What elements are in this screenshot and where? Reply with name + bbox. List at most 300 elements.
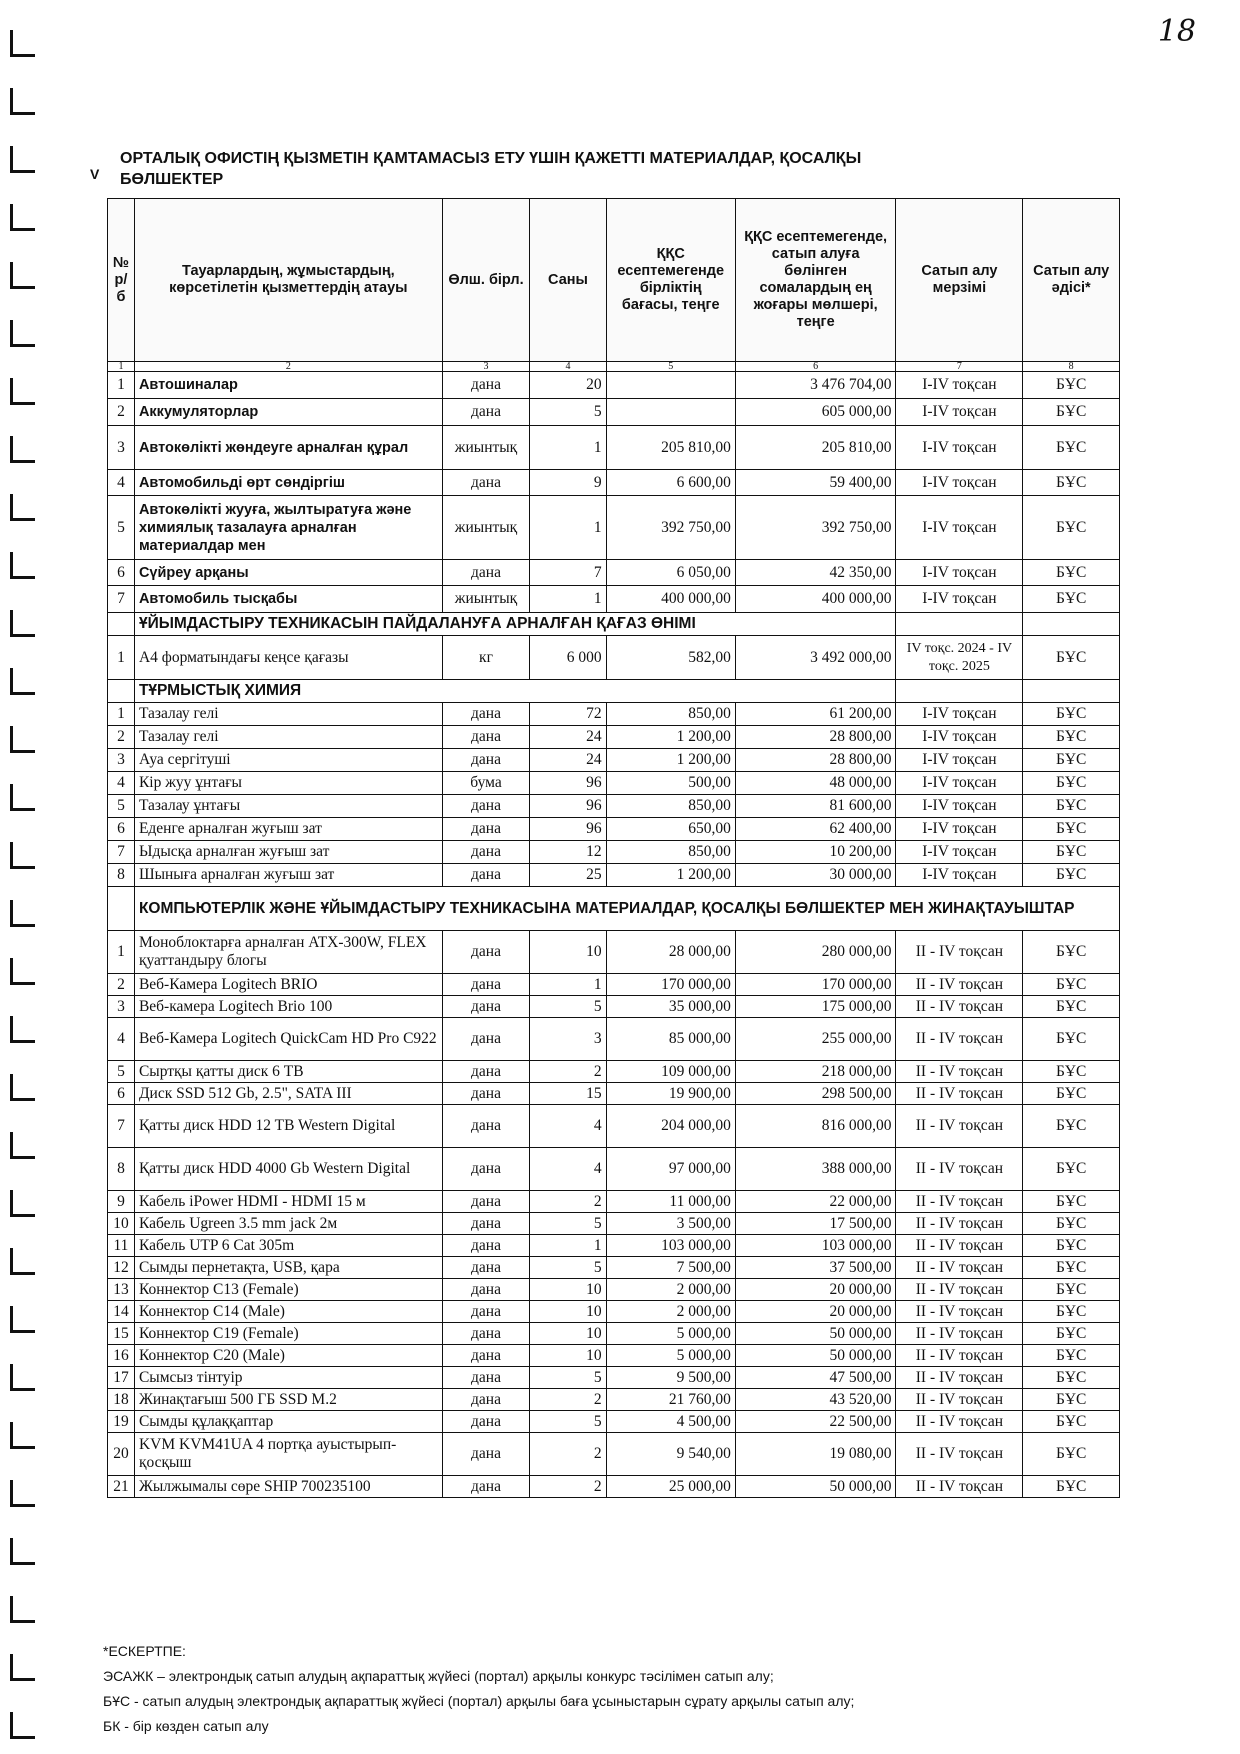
cell-total: 61 200,00 <box>735 703 896 726</box>
cell-qty: 4 <box>530 1148 606 1191</box>
cell-num: 20 <box>108 1433 135 1476</box>
footnote-line: ЭСАЖК – электрондық сатып алудың ақпараттық жүйесі (портал) арқылы конкурс тәсілімен сатып алу; <box>103 1668 774 1684</box>
cell-price: 2 000,00 <box>606 1279 735 1301</box>
cell-method: БҰС <box>1023 795 1120 818</box>
table-row <box>108 795 1120 818</box>
binding-mark <box>10 204 35 231</box>
header-row <box>108 199 1120 362</box>
cell-name: Веб-Камера Logitech QuickCam HD Pro C922 <box>134 1018 442 1061</box>
cell-unit: дана <box>442 818 530 841</box>
cell-period: II - IV тоқсан <box>896 1257 1023 1279</box>
cell-period: I-IV тоқсан <box>896 586 1023 613</box>
cell-num: 2 <box>108 399 135 426</box>
cell-num: 8 <box>108 1148 135 1191</box>
cell-num: 4 <box>108 470 135 496</box>
page-number: 18 <box>1157 14 1196 49</box>
binding-mark <box>10 1190 35 1217</box>
section-title <box>90 148 1080 190</box>
cell-method: БҰС <box>1023 1257 1120 1279</box>
cell-qty: 72 <box>530 703 606 726</box>
cell-num: 7 <box>108 586 135 613</box>
cell-period: I-IV тоқсан <box>896 749 1023 772</box>
cell-total: 218 000,00 <box>735 1061 896 1083</box>
cell-qty: 5 <box>530 399 606 426</box>
empty-cell <box>896 680 1023 703</box>
cell-total: 43 520,00 <box>735 1389 896 1411</box>
cell-total: 298 500,00 <box>735 1083 896 1105</box>
binding-mark <box>10 900 35 927</box>
cell-qty: 1 <box>530 1235 606 1257</box>
cell-total: 20 000,00 <box>735 1279 896 1301</box>
cell-qty: 1 <box>530 586 606 613</box>
cell-method: БҰС <box>1023 1389 1120 1411</box>
column-index: 5 <box>606 362 735 372</box>
binding-mark <box>10 668 35 695</box>
column-index: 6 <box>735 362 896 372</box>
cell-num: 1 <box>108 703 135 726</box>
cell-method: БҰС <box>1023 560 1120 586</box>
cell-method: БҰС <box>1023 726 1120 749</box>
cell-price: 109 000,00 <box>606 1061 735 1083</box>
empty-cell <box>1023 613 1120 636</box>
cell-name: Автокөлікті жууға, жылтыратуға және химиялық тазалауға арналған материалдар мен <box>134 496 442 560</box>
cell-total: 50 000,00 <box>735 1345 896 1367</box>
cell-period: I-IV тоқсан <box>896 496 1023 560</box>
binding-edge <box>0 0 40 1754</box>
cell-unit: дана <box>442 1105 530 1148</box>
table-row <box>108 372 1120 399</box>
cell-unit: дана <box>442 1433 530 1476</box>
cell-price: 7 500,00 <box>606 1257 735 1279</box>
cell-period: I-IV тоқсан <box>896 399 1023 426</box>
column-index-row <box>108 362 1120 372</box>
cell-period: II - IV тоқсан <box>896 1367 1023 1389</box>
cell-price: 11 000,00 <box>606 1191 735 1213</box>
cell-num: 18 <box>108 1389 135 1411</box>
footnote <box>103 1639 1163 1739</box>
cell-price <box>606 399 735 426</box>
cell-period: I-IV тоқсан <box>896 703 1023 726</box>
cell-price: 850,00 <box>606 795 735 818</box>
cell-total: 20 000,00 <box>735 1301 896 1323</box>
cell-period: I-IV тоқсан <box>896 818 1023 841</box>
table-row <box>108 1411 1120 1433</box>
cell-price <box>606 372 735 399</box>
cell-total: 28 800,00 <box>735 749 896 772</box>
cell-unit: дана <box>442 1235 530 1257</box>
cell-period: I-IV тоқсан <box>896 470 1023 496</box>
binding-mark <box>10 1712 35 1739</box>
cell-num: 14 <box>108 1301 135 1323</box>
cell-total: 280 000,00 <box>735 931 896 974</box>
section-title-line2: БӨЛШЕКТЕР <box>120 171 224 188</box>
table-row <box>108 726 1120 749</box>
cell-num: 6 <box>108 560 135 586</box>
binding-mark <box>10 88 35 115</box>
cell-qty: 10 <box>530 1323 606 1345</box>
cell-price: 500,00 <box>606 772 735 795</box>
binding-mark <box>10 1306 35 1333</box>
binding-mark <box>10 1654 35 1681</box>
cell-price: 21 760,00 <box>606 1389 735 1411</box>
category-num-cell <box>108 680 135 703</box>
cell-unit: дана <box>442 1367 530 1389</box>
cell-num: 10 <box>108 1213 135 1235</box>
cell-method: БҰС <box>1023 1476 1120 1498</box>
cell-qty: 6 000 <box>530 636 606 680</box>
cell-period: I-IV тоқсан <box>896 772 1023 795</box>
cell-method: БҰС <box>1023 1301 1120 1323</box>
category-title: ҰЙЫМДАСТЫРУ ТЕХНИКАСЫН ПАЙДАЛАНУҒА АРНАЛҒАН ҚАҒАЗ ӨНІМІ <box>134 613 895 636</box>
table-row <box>108 1345 1120 1367</box>
cell-name: Ауа сергітуші <box>134 749 442 772</box>
category-title: КОМПЬЮТЕРЛІК ЖӘНЕ ҰЙЫМДАСТЫРУ ТЕХНИКАСЫНА МАТЕРИАЛДАР, ҚОСАЛҚЫ БӨЛШЕКТЕР МЕН ЖИНАҚТАУЫШТАР <box>134 887 1119 931</box>
cell-total: 388 000,00 <box>735 1148 896 1191</box>
table-row <box>108 1235 1120 1257</box>
cell-method: БҰС <box>1023 1213 1120 1235</box>
cell-num: 21 <box>108 1476 135 1498</box>
cell-period: II - IV тоқсан <box>896 1191 1023 1213</box>
table-row <box>108 1148 1120 1191</box>
cell-name: Тазалау гелі <box>134 703 442 726</box>
cell-num: 2 <box>108 726 135 749</box>
cell-period: II - IV тоқсан <box>896 1061 1023 1083</box>
binding-mark <box>10 1422 35 1449</box>
table-row <box>108 1301 1120 1323</box>
cell-price: 4 500,00 <box>606 1411 735 1433</box>
cell-qty: 2 <box>530 1389 606 1411</box>
cell-method: БҰС <box>1023 372 1120 399</box>
binding-mark <box>10 30 35 57</box>
cell-qty: 96 <box>530 772 606 795</box>
binding-mark <box>10 262 35 289</box>
cell-num: 2 <box>108 974 135 996</box>
cell-price: 3 500,00 <box>606 1213 735 1235</box>
cell-unit: дана <box>442 1018 530 1061</box>
cell-unit: жиынтық <box>442 586 530 613</box>
cell-total: 392 750,00 <box>735 496 896 560</box>
table-row <box>108 470 1120 496</box>
cell-period: I-IV тоқсан <box>896 795 1023 818</box>
cell-price: 5 000,00 <box>606 1323 735 1345</box>
cell-total: 175 000,00 <box>735 996 896 1018</box>
cell-qty: 1 <box>530 974 606 996</box>
cell-price: 85 000,00 <box>606 1018 735 1061</box>
table-row <box>108 818 1120 841</box>
binding-mark <box>10 1074 35 1101</box>
cell-price: 1 200,00 <box>606 749 735 772</box>
table-row <box>108 1061 1120 1083</box>
cell-period: II - IV тоқсан <box>896 1148 1023 1191</box>
cell-period: II - IV тоқсан <box>896 1323 1023 1345</box>
cell-qty: 5 <box>530 996 606 1018</box>
cell-unit: дана <box>442 841 530 864</box>
cell-unit: дана <box>442 560 530 586</box>
cell-period: II - IV тоқсан <box>896 974 1023 996</box>
cell-qty: 7 <box>530 560 606 586</box>
cell-num: 3 <box>108 749 135 772</box>
table-row <box>108 399 1120 426</box>
cell-total: 19 080,00 <box>735 1433 896 1476</box>
footnote-title: *ЕСКЕРТПЕ: <box>103 1643 186 1659</box>
cell-qty: 96 <box>530 795 606 818</box>
cell-qty: 2 <box>530 1191 606 1213</box>
cell-method: БҰС <box>1023 1411 1120 1433</box>
cell-method: БҰС <box>1023 426 1120 470</box>
column-index: 8 <box>1023 362 1120 372</box>
cell-total: 103 000,00 <box>735 1235 896 1257</box>
cell-name: Коннектор C13 (Female) <box>134 1279 442 1301</box>
cell-num: 5 <box>108 795 135 818</box>
cell-price: 5 000,00 <box>606 1345 735 1367</box>
table-row <box>108 772 1120 795</box>
cell-num: 16 <box>108 1345 135 1367</box>
cell-qty: 2 <box>530 1433 606 1476</box>
cell-name: Ыдысқа арналған жуғыш зат <box>134 841 442 864</box>
cell-name: Жылжымалы сөре SHIP 700235100 <box>134 1476 442 1498</box>
cell-period: II - IV тоқсан <box>896 996 1023 1018</box>
category-row <box>108 613 1120 636</box>
cell-name: Сүйреу арқаны <box>134 560 442 586</box>
cell-num: 1 <box>108 931 135 974</box>
cell-unit: дана <box>442 1191 530 1213</box>
cell-qty: 5 <box>530 1213 606 1235</box>
procurement-table <box>107 198 1120 1498</box>
cell-price: 650,00 <box>606 818 735 841</box>
cell-price: 205 810,00 <box>606 426 735 470</box>
cell-period: I-IV тоқсан <box>896 426 1023 470</box>
cell-unit: дана <box>442 1083 530 1105</box>
cell-total: 22 000,00 <box>735 1191 896 1213</box>
cell-unit: дана <box>442 1345 530 1367</box>
cell-name: Сыртқы қатты диск 6 TB <box>134 1061 442 1083</box>
section-title-line1: ОРТАЛЫҚ ОФИСТІҢ ҚЫЗМЕТІН ҚАМТАМАСЫЗ ЕТУ ҮШІН ҚАЖЕТТІ МАТЕРИАЛДАР, ҚОСАЛҚЫ <box>120 150 862 167</box>
cell-method: БҰС <box>1023 1235 1120 1257</box>
column-index: 7 <box>896 362 1023 372</box>
cell-method: БҰС <box>1023 399 1120 426</box>
cell-price: 392 750,00 <box>606 496 735 560</box>
cell-unit: дана <box>442 1279 530 1301</box>
table-row <box>108 749 1120 772</box>
header-qty: Саны <box>530 199 606 362</box>
binding-mark <box>10 436 35 463</box>
cell-qty: 24 <box>530 726 606 749</box>
cell-total: 3 476 704,00 <box>735 372 896 399</box>
cell-name: Кабель UTP 6 Cat 305m <box>134 1235 442 1257</box>
cell-total: 205 810,00 <box>735 426 896 470</box>
cell-num: 19 <box>108 1411 135 1433</box>
cell-unit: дана <box>442 1061 530 1083</box>
cell-total: 30 000,00 <box>735 864 896 887</box>
cell-method: БҰС <box>1023 1083 1120 1105</box>
cell-total: 47 500,00 <box>735 1367 896 1389</box>
cell-num: 9 <box>108 1191 135 1213</box>
table-row <box>108 703 1120 726</box>
binding-mark <box>10 1596 35 1623</box>
cell-total: 255 000,00 <box>735 1018 896 1061</box>
cell-name: KVM KVM41UA 4 портқа ауыстырып-қосқыш <box>134 1433 442 1476</box>
cell-total: 3 492 000,00 <box>735 636 896 680</box>
cell-price: 9 540,00 <box>606 1433 735 1476</box>
column-index: 3 <box>442 362 530 372</box>
cell-method: БҰС <box>1023 1433 1120 1476</box>
column-index: 2 <box>134 362 442 372</box>
cell-period: I-IV тоқсан <box>896 726 1023 749</box>
empty-cell <box>1023 680 1120 703</box>
cell-period: II - IV тоқсан <box>896 931 1023 974</box>
cell-name: Сымсыз тінтуір <box>134 1367 442 1389</box>
table-row <box>108 1018 1120 1061</box>
cell-price: 582,00 <box>606 636 735 680</box>
cell-name: Веб-камера Logitech Brio 100 <box>134 996 442 1018</box>
cell-num: 7 <box>108 1105 135 1148</box>
cell-unit: дана <box>442 1213 530 1235</box>
cell-price: 400 000,00 <box>606 586 735 613</box>
cell-price: 9 500,00 <box>606 1367 735 1389</box>
cell-method: БҰС <box>1023 470 1120 496</box>
cell-method: БҰС <box>1023 1279 1120 1301</box>
cell-period: I-IV тоқсан <box>896 841 1023 864</box>
cell-qty: 5 <box>530 1367 606 1389</box>
table-row <box>108 636 1120 680</box>
cell-num: 4 <box>108 1018 135 1061</box>
cell-name: Диск SSD 512 Gb, 2.5", SATA III <box>134 1083 442 1105</box>
cell-method: БҰС <box>1023 496 1120 560</box>
cell-period: II - IV тоқсан <box>896 1411 1023 1433</box>
cell-num: 12 <box>108 1257 135 1279</box>
header-unit: Өлш. бірл. <box>442 199 530 362</box>
cell-total: 17 500,00 <box>735 1213 896 1235</box>
cell-name: Қатты диск HDD 4000 Gb Western Digital <box>134 1148 442 1191</box>
cell-name: Автошиналар <box>134 372 442 399</box>
cell-total: 605 000,00 <box>735 399 896 426</box>
cell-price: 6 600,00 <box>606 470 735 496</box>
table-row <box>108 1191 1120 1213</box>
table-row <box>108 1323 1120 1345</box>
binding-mark <box>10 1364 35 1391</box>
cell-name: Коннектор C19 (Female) <box>134 1323 442 1345</box>
binding-mark <box>10 1016 35 1043</box>
cell-price: 28 000,00 <box>606 931 735 974</box>
cell-method: БҰС <box>1023 636 1120 680</box>
table-row <box>108 1476 1120 1498</box>
cell-qty: 9 <box>530 470 606 496</box>
table-row <box>108 1213 1120 1235</box>
cell-unit: дана <box>442 1148 530 1191</box>
cell-name: Моноблоктарға арналған ATX-300W, FLEX қуаттандыру блогы <box>134 931 442 974</box>
cell-unit: дана <box>442 726 530 749</box>
cell-num: 1 <box>108 372 135 399</box>
cell-name: Тазалау ұнтағы <box>134 795 442 818</box>
cell-qty: 2 <box>530 1476 606 1498</box>
cell-qty: 96 <box>530 818 606 841</box>
cell-qty: 1 <box>530 426 606 470</box>
cell-unit: дана <box>442 1323 530 1345</box>
cell-qty: 10 <box>530 931 606 974</box>
cell-name: А4 форматындағы кеңсе қағазы <box>134 636 442 680</box>
cell-method: БҰС <box>1023 1018 1120 1061</box>
cell-total: 50 000,00 <box>735 1476 896 1498</box>
cell-period: II - IV тоқсан <box>896 1389 1023 1411</box>
cell-unit: жиынтық <box>442 496 530 560</box>
header-num: № р/б <box>108 199 135 362</box>
footnote-line: БҰС - сатып алудың электрондық ақпараттық жүйесі (портал) арқылы баға ұсыныстарын сұрату арқылы сатып алу; <box>103 1693 855 1709</box>
cell-num: 4 <box>108 772 135 795</box>
cell-num: 3 <box>108 426 135 470</box>
cell-unit: дана <box>442 1257 530 1279</box>
cell-num: 8 <box>108 864 135 887</box>
cell-unit: дана <box>442 1476 530 1498</box>
cell-price: 850,00 <box>606 841 735 864</box>
cell-unit: дана <box>442 372 530 399</box>
cell-method: БҰС <box>1023 841 1120 864</box>
cell-period: II - IV тоқсан <box>896 1213 1023 1235</box>
table-row <box>108 996 1120 1018</box>
cell-period: I-IV тоқсан <box>896 864 1023 887</box>
cell-price: 97 000,00 <box>606 1148 735 1191</box>
cell-name: Тазалау гелі <box>134 726 442 749</box>
cell-qty: 10 <box>530 1301 606 1323</box>
cell-method: БҰС <box>1023 1061 1120 1083</box>
cell-price: 19 900,00 <box>606 1083 735 1105</box>
cell-num: 6 <box>108 818 135 841</box>
cell-qty: 20 <box>530 372 606 399</box>
cell-total: 37 500,00 <box>735 1257 896 1279</box>
cell-qty: 5 <box>530 1411 606 1433</box>
cell-total: 10 200,00 <box>735 841 896 864</box>
category-row <box>108 887 1120 931</box>
cell-unit: дана <box>442 864 530 887</box>
category-row <box>108 680 1120 703</box>
cell-unit: дана <box>442 1411 530 1433</box>
cell-period: II - IV тоқсан <box>896 1433 1023 1476</box>
table-row <box>108 426 1120 470</box>
cell-name: Кір жуу ұнтағы <box>134 772 442 795</box>
binding-mark <box>10 1538 35 1565</box>
cell-method: БҰС <box>1023 1105 1120 1148</box>
cell-num: 3 <box>108 996 135 1018</box>
binding-mark <box>10 1248 35 1275</box>
cell-method: БҰС <box>1023 703 1120 726</box>
cell-name: Коннектор C20 (Male) <box>134 1345 442 1367</box>
cell-method: БҰС <box>1023 864 1120 887</box>
table-row <box>108 1257 1120 1279</box>
category-num-cell <box>108 887 135 931</box>
cell-method: БҰС <box>1023 931 1120 974</box>
cell-num: 6 <box>108 1083 135 1105</box>
cell-num: 15 <box>108 1323 135 1345</box>
cell-unit: кг <box>442 636 530 680</box>
cell-name: Автомобильді өрт сөндіргіш <box>134 470 442 496</box>
category-num-cell <box>108 613 135 636</box>
cell-period: II - IV тоқсан <box>896 1018 1023 1061</box>
table-row <box>108 931 1120 974</box>
cell-name: Кабель iPower HDMI - HDMI 15 м <box>134 1191 442 1213</box>
table-row <box>108 496 1120 560</box>
cell-unit: дана <box>442 795 530 818</box>
cell-name: Еденге арналған жуғыш зат <box>134 818 442 841</box>
binding-mark <box>10 784 35 811</box>
binding-mark <box>10 958 35 985</box>
header-method: Сатып алу әдісі* <box>1023 199 1120 362</box>
cell-method: БҰС <box>1023 1191 1120 1213</box>
cell-unit: дана <box>442 996 530 1018</box>
table-row <box>108 1279 1120 1301</box>
cell-name: Кабель Ugreen 3.5 mm jack 2м <box>134 1213 442 1235</box>
cell-qty: 12 <box>530 841 606 864</box>
cell-qty: 10 <box>530 1279 606 1301</box>
cell-method: БҰС <box>1023 996 1120 1018</box>
